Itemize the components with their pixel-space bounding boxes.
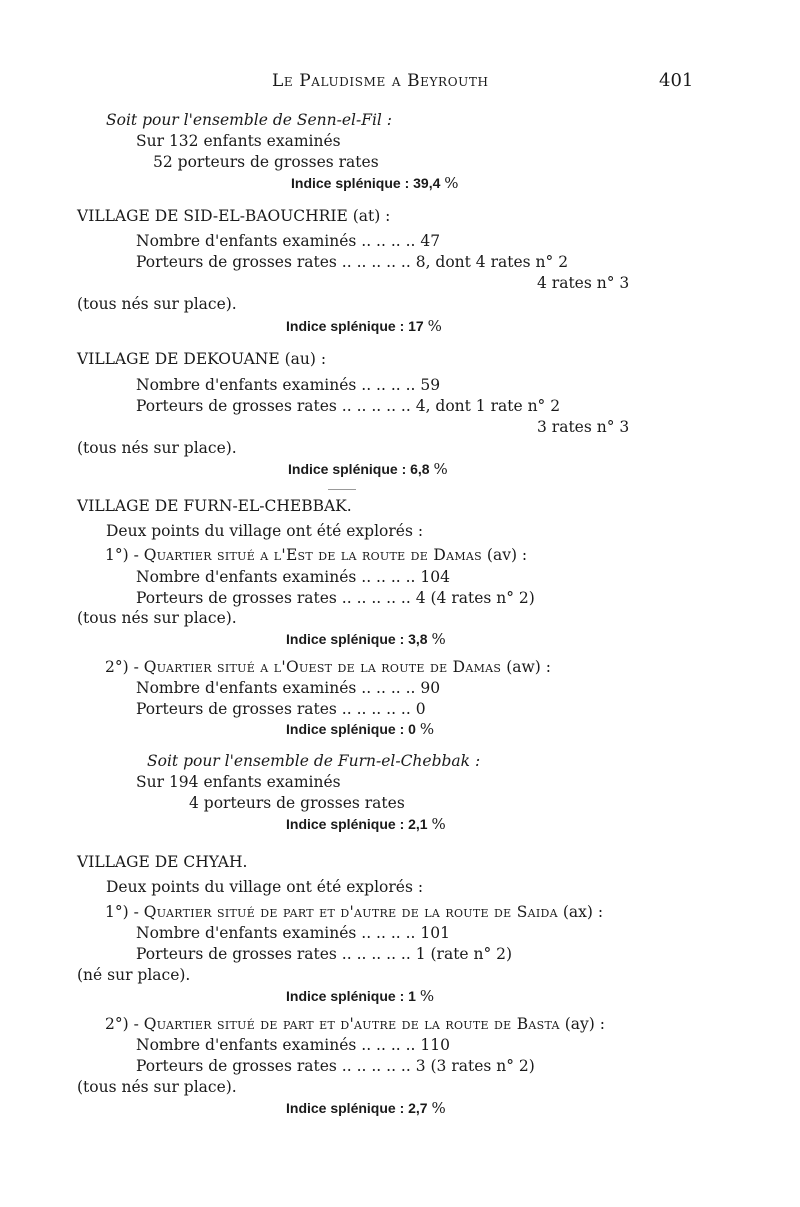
section-title-sid-el-baouchrie: VILLAGE DE SID-EL-BAOUCHRIE (at) : <box>77 207 391 225</box>
carriers-count: Porteurs de grosses rates .. .. .. .. .. 8, dont 4 rates n° 2 <box>136 253 569 271</box>
section-title-furn-el-chebbak: VILLAGE DE FURN-EL-CHEBBAK. <box>77 497 352 515</box>
examined-count: Nombre d'enfants examinés .. .. .. .. 110 <box>136 1036 450 1054</box>
examined-count: Nombre d'enfants examinés .. .. .. .. 101 <box>136 924 450 942</box>
carriers-total: 52 porteurs de grosses rates <box>153 153 379 171</box>
examined-total: Sur 132 enfants examinés <box>136 132 341 150</box>
quarter-heading: 1°) - Quartier situé de part et d'autre de la route de Saida (ax) : <box>105 903 604 921</box>
born-note: (tous nés sur place). <box>77 295 237 313</box>
born-note: (tous nés sur place). <box>77 439 237 457</box>
carriers-detail: 4 rates n° 3 <box>537 274 630 292</box>
born-note: (tous nés sur place). <box>77 609 237 627</box>
carriers-detail: 3 rates n° 3 <box>537 418 630 436</box>
carriers-total: 4 porteurs de grosses rates <box>189 794 405 812</box>
splenic-index: Indice splénique : 1 % <box>286 987 435 1005</box>
born-note: (né sur place). <box>77 966 191 984</box>
running-header: Le Paludisme a Beyrouth <box>272 71 489 91</box>
carriers-count: Porteurs de grosses rates .. .. .. .. .. 3 (3 rates n° 2) <box>136 1057 535 1075</box>
quarter-heading: 2°) - Quartier situé a l'Ouest de la route de Damas (aw) : <box>105 658 551 676</box>
examined-total: Sur 194 enfants examinés <box>136 773 341 791</box>
splenic-index: Indice splénique : 3,8 % <box>286 630 446 648</box>
section-title-dekouane: VILLAGE DE DEKOUANE (au) : <box>77 350 327 368</box>
splenic-index: Indice splénique : 17 % <box>286 317 442 335</box>
section-title-chyah: VILLAGE DE CHYAH. <box>77 853 248 871</box>
section-intro: Deux points du village ont été explorés : <box>106 878 424 896</box>
carriers-count: Porteurs de grosses rates .. .. .. .. .. 4, dont 1 rate n° 2 <box>136 397 561 415</box>
born-note: (tous nés sur place). <box>77 1078 237 1096</box>
splenic-index: Indice splénique : 2,1 % <box>286 815 446 833</box>
examined-count: Nombre d'enfants examinés .. .. .. .. 90 <box>136 679 441 697</box>
summary-senn-el-fil: Soit pour l'ensemble de Senn-el-Fil : <box>106 111 393 129</box>
examined-count: Nombre d'enfants examinés .. .. .. .. 59 <box>136 376 441 394</box>
carriers-count: Porteurs de grosses rates .. .. .. .. .. 1 (rate n° 2) <box>136 945 513 963</box>
examined-count: Nombre d'enfants examinés .. .. .. .. 47 <box>136 232 441 250</box>
section-intro: Deux points du village ont été explorés : <box>106 522 424 540</box>
quarter-heading: 2°) - Quartier situé de part et d'autre de la route de Basta (ay) : <box>105 1015 605 1033</box>
examined-count: Nombre d'enfants examinés .. .. .. .. 104 <box>136 568 450 586</box>
carriers-count: Porteurs de grosses rates .. .. .. .. .. 0 <box>136 700 426 718</box>
splenic-index: Indice splénique : 6,8 % <box>288 460 448 478</box>
separator-line <box>328 489 356 490</box>
page-number: 401 <box>659 70 694 91</box>
carriers-count: Porteurs de grosses rates .. .. .. .. .. 4 (4 rates n° 2) <box>136 589 535 607</box>
splenic-index: Indice splénique : 39,4 % <box>291 174 459 192</box>
splenic-index: Indice splénique : 0 % <box>286 720 435 738</box>
quarter-heading: 1°) - Quartier situé a l'Est de la route de Damas (av) : <box>105 546 528 564</box>
summary-furn-el-chebbak: Soit pour l'ensemble de Furn-el-Chebbak : <box>147 752 481 770</box>
splenic-index: Indice splénique : 2,7 % <box>286 1099 446 1117</box>
